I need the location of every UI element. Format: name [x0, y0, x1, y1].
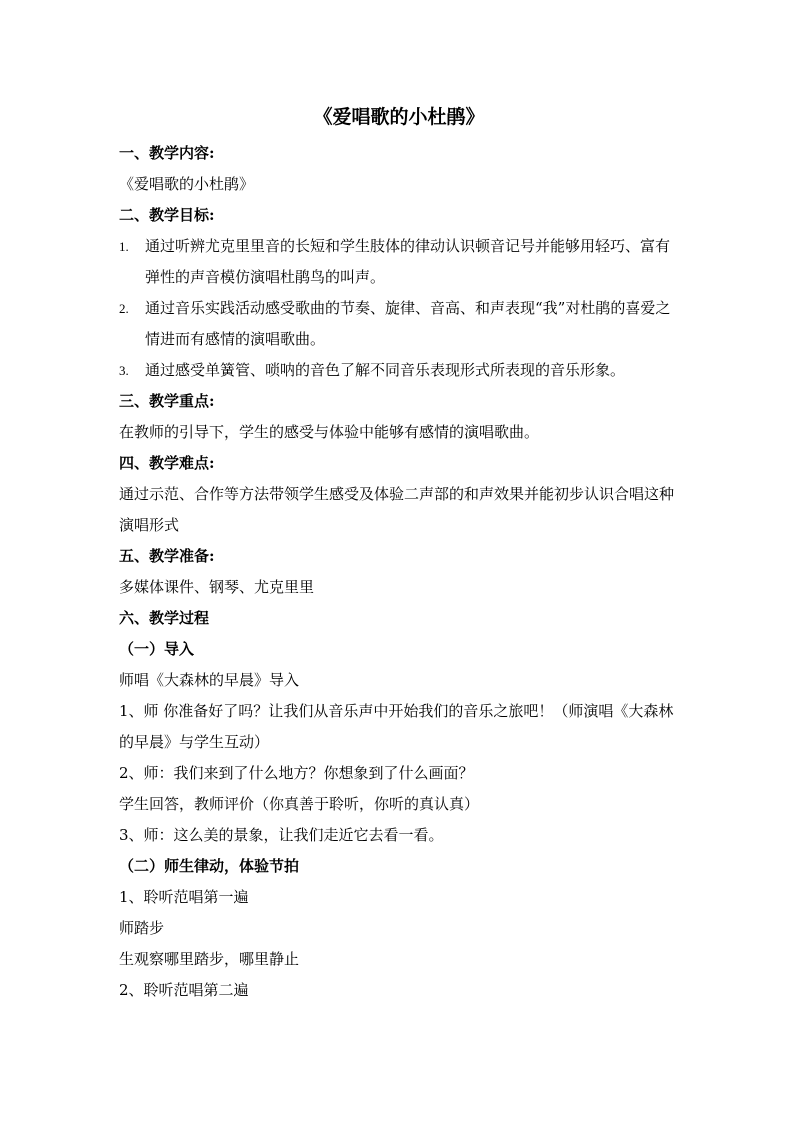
goal-text: 通过听辨尤克里里音的长短和学生肢体的律动认识顿音记号并能够用轻巧、富有弹性的声音模仿演唱杜鹃鸟的叫声。	[145, 237, 671, 286]
goal-item-3	[119, 355, 679, 386]
goal-number: 2.	[119, 301, 129, 316]
process-part1-heading: （一）导入	[119, 640, 195, 658]
goal-text: 通过感受单簧管、唢呐的音色了解不同音乐表现形式所表现的音乐形象。	[145, 361, 626, 379]
section-heading-key-points: 三、教学重点:	[119, 392, 215, 410]
goal-number: 3.	[119, 363, 129, 378]
process-part1-line: 3、师：这么美的景象，让我们走近它去看一看。	[119, 826, 444, 844]
document-page	[119, 100, 679, 1006]
section-heading-content: 一、教学内容:	[119, 144, 215, 162]
key-points-text: 在教师的引导下，学生的感受与体验中能够有感情的演唱歌曲。	[119, 423, 540, 441]
section-heading-preparation: 五、教学准备:	[119, 547, 215, 565]
process-part2-line: 1、聆听范唱第一遍	[119, 888, 249, 906]
difficulties-text: 通过示范、合作等方法带领学生感受及体验二声部的和声效果并能初步认识合唱这种演唱形式	[119, 485, 675, 534]
content-text: 《爱唱歌的小杜鹃》	[119, 175, 255, 193]
goal-text: 通过音乐实践活动感受歌曲的节奏、旋律、音高、和声表现“我”对杜鹃的喜爱之情进而有感情的演唱歌曲。	[145, 299, 671, 348]
process-part2-line: 生观察哪里踏步，哪里静止	[119, 950, 300, 968]
section-heading-process: 六、教学过程	[119, 609, 210, 627]
process-part1-line: 1、师 你准备好了吗？让我们从音乐声中开始我们的音乐之旅吧！（师演唱《大森林的早晨》与学生互动）	[119, 702, 674, 751]
goal-number: 1.	[119, 239, 129, 254]
document-title: 《爱唱歌的小杜鹃》	[313, 106, 485, 128]
process-part1-line: 师唱《大森林的早晨》导入	[119, 671, 300, 689]
section-heading-goals: 二、教学目标:	[119, 206, 215, 224]
process-part1-line: 学生回答，教师评价（你真善于聆听，你听的真认真）	[119, 795, 480, 813]
preparation-text: 多媒体课件、钢琴、尤克里里	[119, 578, 315, 596]
process-part2-line: 2、聆听范唱第二遍	[119, 981, 249, 999]
process-part1-line: 2、师：我们来到了什么地方？你想象到了什么画面？	[119, 764, 474, 782]
section-heading-difficulties: 四、教学难点:	[119, 454, 215, 472]
process-part2-heading: （二）师生律动，体验节拍	[119, 857, 300, 875]
goal-item-1	[119, 231, 679, 293]
goal-item-2	[119, 293, 679, 355]
process-part2-line: 师踏步	[119, 919, 165, 937]
